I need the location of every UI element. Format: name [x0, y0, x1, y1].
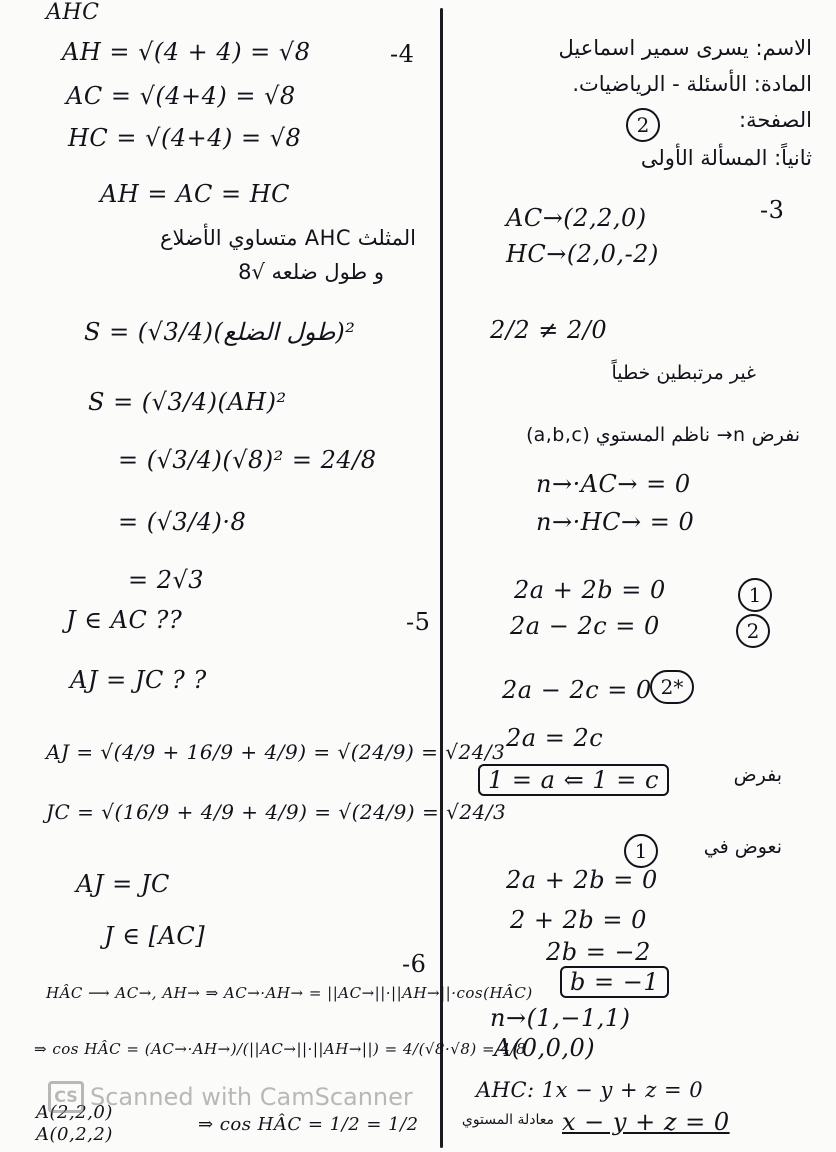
equation-two-marker: 2	[736, 614, 770, 648]
right-column	[446, 0, 836, 1152]
two-b-value: 2b = −2	[546, 938, 651, 966]
section-title: ثانياً: المسألة الأولى	[640, 146, 812, 170]
equal-sides: AH = AC = HC	[100, 180, 290, 208]
q6-number: -6	[402, 950, 427, 978]
aj-equals-jc: AJ = JC	[76, 870, 170, 898]
column-divider	[440, 8, 443, 1148]
substitute-label: نعوض في	[703, 836, 782, 858]
equation-two-star-marker: 2*	[650, 670, 694, 704]
assume-label: بفرض	[733, 764, 782, 786]
hc-length: HC = √(4+4) = √8	[68, 124, 302, 152]
equation-two-repeat: 2a − 2c = 0	[502, 676, 652, 704]
jc-length: JC = √(16/9 + 4/9 + 4/9) = √(24/9) = √24/3	[46, 800, 507, 824]
camscanner-watermark	[48, 1081, 413, 1113]
normal-vector: n→(1,−1,1)	[490, 1004, 631, 1032]
side-length-note: و طول ضلعه √8	[238, 260, 384, 284]
vector-ac: AC→(2,2,0)	[506, 204, 647, 232]
q3-number: -3	[760, 196, 785, 224]
area-formula: S = (√3/4)(طول الضلع)²	[84, 318, 356, 346]
substituted-equation: 2 + 2b = 0	[510, 906, 647, 934]
q5-number: -5	[406, 608, 431, 636]
aj-equals-jc-question: AJ = JC ? ?	[70, 666, 207, 694]
area-result: = 2√3	[128, 566, 205, 594]
aj-length: AJ = √(4/9 + 16/9 + 4/9) = √(24/9) = √24/3	[46, 740, 506, 764]
point-a-second: A(0,2,2)	[36, 1124, 113, 1145]
assumed-values: 1 = a ⇐ 1 = c	[478, 764, 669, 796]
plane-equation: AHC: 1x − y + z = 0	[476, 1078, 704, 1102]
j-on-ac-question: J ∈ AC ??	[66, 606, 183, 634]
n-dot-hc: n→·HC→ = 0	[536, 508, 695, 536]
ah-length: AH = √(4 + 4) = √8	[62, 38, 311, 66]
equation-one-marker: 1	[738, 578, 772, 612]
point-a-first: A(2,2,0)	[36, 1102, 113, 1123]
ac-length: AC = √(4+4) = √8	[66, 82, 296, 110]
angle-dot-product: HÂC ⟶ AC→, AH→ ⇒ AC→·AH→ = ||AC→||·||AH→||·cos(HÂC)	[46, 984, 533, 1002]
vector-hc: HC→(2,0,-2)	[506, 240, 659, 268]
equation-two: 2a − 2c = 0	[510, 612, 660, 640]
page-number: 2	[626, 108, 660, 142]
cos-formula: ⇒ cos HÂC = (AC→·AH→)/(||AC→||·||AH→||) = 4/(√8·√8) = 4/8	[34, 1040, 526, 1058]
student-name: الاسم: يسرى سمير اسماعيل	[558, 36, 812, 60]
not-collinear-note: غير مرتبطين خطياً	[611, 362, 756, 384]
q4-number: -4	[390, 40, 415, 68]
plane-equation-label: معادلة المستوي	[461, 1112, 554, 1128]
substitute-marker: 1	[624, 834, 658, 868]
n-dot-ac: n→·AC→ = 0	[536, 470, 691, 498]
b-value: b = −1	[560, 966, 669, 998]
left-header: AHC	[46, 0, 100, 25]
ratio-check: 2/2 ≠ 2/0	[490, 316, 608, 344]
equation-one-repeat: 2a + 2b = 0	[506, 866, 658, 894]
two-a-equals-two-c: 2a = 2c	[506, 724, 604, 752]
equation-one: 2a + 2b = 0	[514, 576, 666, 604]
equilateral-note: المثلث AHC متساوي الأضلاع	[160, 226, 416, 250]
page-label: الصفحة:	[739, 108, 812, 132]
j-in-segment-ac: J ∈ [AC]	[104, 922, 206, 950]
area-simplify: = (√3/4)·8	[118, 508, 247, 536]
subject-line: المادة: الأسئلة - الرياضيات.	[572, 72, 812, 96]
point-a-origin: A(0,0,0)	[494, 1034, 596, 1062]
plane-equation-final: x − y + z = 0	[562, 1108, 730, 1136]
area-ah: S = (√3/4)(AH)²	[88, 388, 287, 416]
cos-result: ⇒ cos HÂC = 1/2 = 1/2	[198, 1114, 419, 1135]
normal-vector-assumption: نفرض n→ ناظم المستوي (a,b,c)	[526, 424, 800, 446]
watermark-text: Scanned with CamScanner	[90, 1083, 413, 1111]
area-substitution: = (√3/4)(√8)² = 24/8	[118, 446, 377, 474]
camscanner-logo: CS	[48, 1081, 84, 1113]
